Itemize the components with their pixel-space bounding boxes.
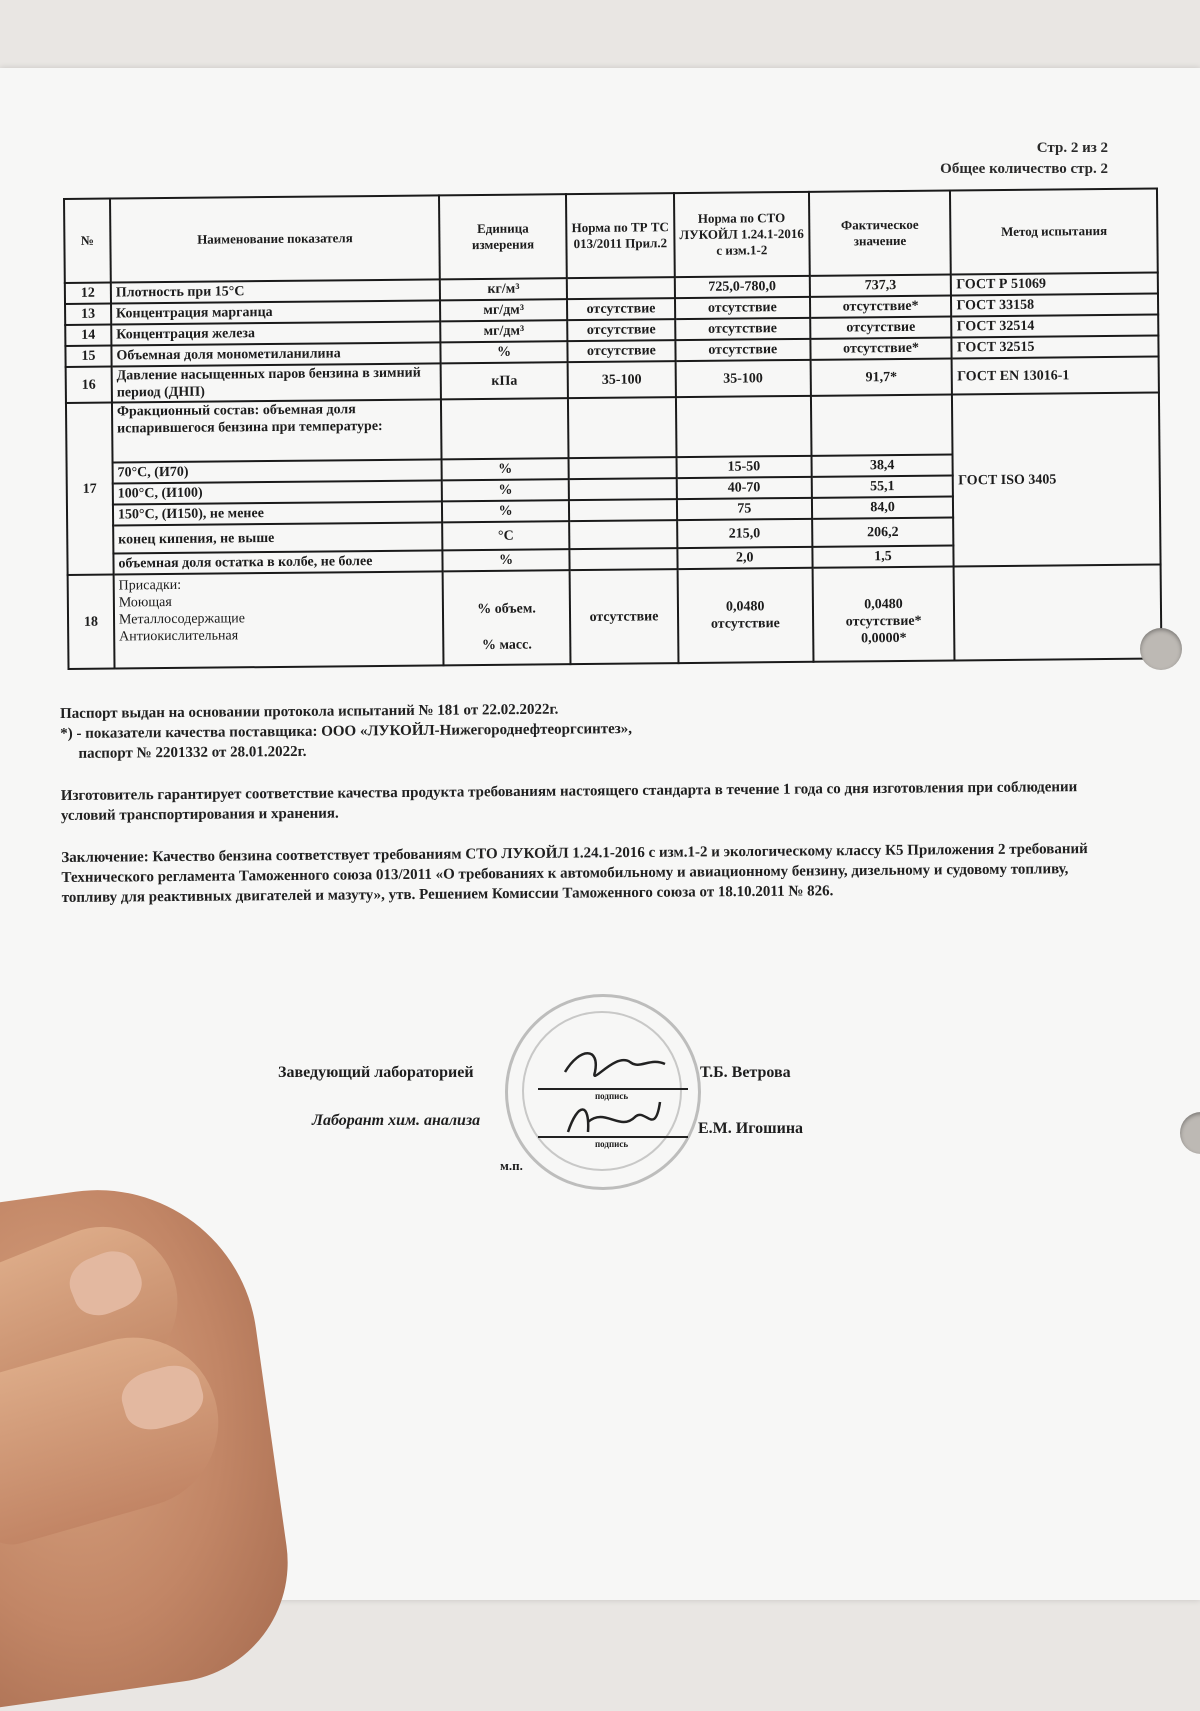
col-header-num: №: [64, 199, 111, 283]
row-tr: отсутствие: [567, 319, 675, 341]
row-name: Плотность при 15°С: [111, 279, 440, 303]
row-unit: %: [442, 479, 569, 501]
row-fact: 55,1: [811, 475, 953, 497]
unit-volume: % объем.: [477, 601, 536, 618]
row-sto: отсутствие: [675, 297, 810, 319]
row-name: Концентрация железа: [111, 321, 440, 345]
row-name: 150°С, (И150), не менее: [113, 501, 442, 525]
additives-sto-cell: [677, 568, 813, 663]
sto-metal: отсутствие: [710, 616, 780, 632]
row-method: ГОСТ 32514: [952, 314, 1159, 337]
lab-name: Е.М. Игошина: [698, 1120, 804, 1137]
row-tr: 35-100: [568, 361, 676, 398]
col-header-unit: Единица измерения: [439, 194, 567, 279]
col-header-sto-norm: Норма по СТО ЛУКОЙЛ 1.24.1-2016 с изм.1-2: [674, 192, 810, 277]
row-name: конец кипения, не выше: [113, 522, 443, 553]
fraction-intro: Фракционный состав: объемная доля испарившегося бензина при температуре:: [112, 399, 442, 462]
seal-label: м.п.: [500, 1158, 523, 1173]
row-num: 17: [66, 403, 114, 575]
row-sto: 2,0: [677, 547, 812, 569]
head-title: Заведующий лабораторией: [278, 1064, 474, 1081]
row-unit: %: [441, 341, 568, 363]
row-tr: отсутствие: [567, 298, 675, 320]
fact-detergent: 0,0480: [864, 596, 903, 612]
row-name: Давление насыщенных паров бензина в зимний период (ДНП): [112, 363, 442, 402]
additives-unit-cell: [443, 570, 571, 665]
row-sto: 75: [677, 498, 812, 520]
row-fact: отсутствие*: [810, 337, 952, 359]
conclusion: [61, 839, 1121, 908]
notes-block: [60, 695, 1122, 908]
row-tr: [567, 277, 675, 299]
additive-detergent: Моющая: [118, 594, 172, 611]
row-sto: 15-50: [676, 456, 811, 478]
row-unit: кПа: [441, 362, 568, 399]
supplier-note: *) - показатели качества поставщика: ООО «ЛУКОЙЛ-Нижегороднефтеоргсинтез»,: [60, 721, 633, 742]
row-method: ГОСТ 32515: [952, 335, 1159, 358]
row-num: 14: [65, 325, 111, 346]
conclusion-label: Заключение:: [61, 849, 149, 866]
row-name: Концентрация марганца: [111, 300, 440, 324]
lab-signature: [560, 1092, 670, 1144]
table-row: [66, 392, 1160, 462]
row-unit: %: [443, 549, 570, 571]
conclusion-text: Качество бензина соответствует требованиям СТО ЛУКОЙЛ 1.24.1-2016 с изм.1-2 и экологическому классу К5 Приложения 2 требований Технического регламента Таможенного союза 013/2011 «О требованиях к автомобильному и авиационному бензину, дизельному и судовому топливу, топливу для реактивных двигателей и мазуту», утв. Решением Комиссии Таможенного союза от 18.10.2011 № 826.: [61, 841, 1088, 906]
head-name: Т.Б. Ветрова: [700, 1064, 791, 1081]
table-row: [68, 564, 1162, 668]
row-fact: 84,0: [812, 496, 954, 518]
row-tr: отсутствие: [567, 340, 675, 362]
col-header-method: Метод испытания: [950, 188, 1157, 274]
row-sto: 40-70: [677, 477, 812, 499]
row-fact: отсутствие*: [810, 295, 952, 317]
row-sto: отсутствие: [675, 339, 810, 361]
row-num: 15: [65, 346, 111, 367]
quality-table: [63, 187, 1162, 669]
fact-metal: отсутствие*: [845, 613, 922, 630]
col-header-fact: Фактическое значение: [809, 190, 952, 275]
passport-note: Паспорт выдан на основании протокола испытаний № 181 от 22.02.2022г.: [60, 701, 559, 722]
row-fact: 206,2: [812, 517, 954, 546]
fingernail: [116, 1359, 209, 1437]
lab-signature-caption: подпись: [595, 1139, 629, 1149]
table-header-row: [64, 188, 1158, 282]
punch-hole: [1140, 628, 1182, 670]
row-method: ГОСТ ISO 3405: [952, 392, 1160, 566]
row-fact: отсутствие: [810, 316, 952, 338]
row-name: 100°С, (И100): [113, 480, 442, 504]
unit-mass: % масс.: [481, 637, 532, 653]
head-signature-caption: подпись: [595, 1091, 629, 1101]
row-method: ГОСТ EN 13016-1: [952, 356, 1159, 394]
additive-antioxidant: Антиокислительная: [119, 628, 239, 645]
row-unit: кг/м³: [440, 278, 567, 300]
lab-title: Лаборант хим. анализа: [312, 1112, 481, 1129]
row-sto: 215,0: [677, 519, 812, 548]
row-method-empty: [954, 564, 1161, 660]
page-total: Общее количество стр. 2: [940, 161, 1108, 177]
row-name: объемная доля остатка в колбе, не более: [113, 550, 442, 574]
fact-antioxidant: 0,0000*: [860, 630, 907, 646]
fingernail: [62, 1243, 149, 1323]
row-sto: 35-100: [675, 360, 810, 397]
row-fact: 91,7*: [810, 358, 952, 395]
row-unit: мг/дм³: [440, 320, 567, 342]
row-unit: °С: [442, 521, 569, 550]
row-fact: 1,5: [812, 545, 954, 567]
row-unit: %: [442, 458, 569, 480]
row-num: 12: [65, 283, 111, 304]
supplier-passport-note: паспорт № 2201332 от 28.01.2022г.: [78, 743, 307, 762]
guarantee-text: Изготовитель гарантирует соответствие качества продукта требованиям настоящего стандарта в течение 1 года со дня изготовления при соблюдении условий транспортирования и хранения.: [60, 779, 1078, 824]
sto-detergent: 0,0480: [725, 599, 765, 615]
row-name: 70°С, (И70): [112, 459, 441, 483]
signature-block: [270, 1050, 870, 1190]
row-fact: 737,3: [809, 274, 951, 296]
additives-cell: [114, 571, 444, 668]
page-header: [940, 138, 1108, 180]
head-signature: [560, 1042, 670, 1090]
row-sto: 725,0-780,0: [675, 276, 810, 298]
col-header-tr-norm: Норма по ТР ТС 013/2011 Прил.2: [566, 193, 675, 278]
additives-fact-cell: [812, 566, 955, 661]
col-header-name: Наименование показателя: [110, 195, 440, 282]
row-name: Объемная доля монометиланилина: [111, 342, 440, 366]
page-number: Стр. 2 из 2: [1036, 140, 1108, 156]
row-num: 18: [68, 575, 115, 669]
row-num: 13: [65, 304, 111, 325]
row-sto: отсутствие: [675, 318, 810, 340]
row-fact: 38,4: [811, 454, 953, 476]
row-unit: %: [442, 500, 569, 522]
additive-metal: Металлосодержащие: [118, 611, 245, 628]
additives-title: Присадки:: [118, 577, 182, 594]
row-method: ГОСТ Р 51069: [951, 272, 1158, 295]
row-num: 16: [66, 367, 112, 403]
row-unit: мг/дм³: [440, 299, 567, 321]
row-method: ГОСТ 33158: [951, 293, 1158, 316]
row-tr: отсутствие: [570, 569, 679, 664]
